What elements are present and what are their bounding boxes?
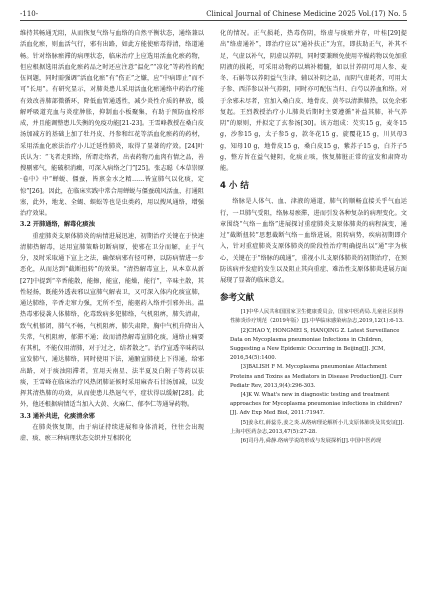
reference-item: [3]BALISH F M. Mycoplasma pneumoniae Attachment Proteins and Toxins as Mediators in Disease Production[J]. Curr Pediatr Rev, 2013,9(4):296-303. (230, 364, 403, 389)
subsection-heading-3-2: 3.2 开肺通络，解毒化痰浊 (20, 221, 95, 229)
reference-item: [1]中华人民共和国国家卫生健康委员会，国家中医药局.儿童社区获得性肺炎诊疗规范（2019年版）[J].中华临床感染病杂志,2019,12(1):6-13. (230, 309, 404, 325)
body-paragraph: 络脉是人体气、血、津液的通道，肺气的顺畅直接关乎气血运行，一旦肺气受阻，络脉易瘀滞，进而引发各种复杂的病理变化。文章围绕“气络－血络”进展探讨重症肺炎支原体肺炎的病程演变，通过“截断扭转”思想截断气络－血络进展，阻转病势，疾病初期即介入，针对重症肺炎支原体肺炎的阶段性治疗明确提出以“通”字为核心，关键在于“络脉的疏通”，重视小儿支原体肺炎的初期治疗，在预防该病并发症的发生以及阻止其向重症、难治性支原体肺炎进展方面展现了显著的临床意义。 (220, 198, 407, 284)
reference-item: [2]CHAO Y, HONGMEI S, HANQING Z. Latest Surveillance Data on Mycoplasma pneumoniae Infections in Children, Suggesting a New Epidemic Occurring in Beijing[J]. JCM, 2016,54(5):1400. (230, 327, 400, 362)
body-paragraph: 维持其畅通无阻，从而恢复气络与血络的自然平衡状态，通络兼以活血化瘀，则血活气行，邪有出路，如此方能使瘀毒得清，络道通畅。针对络脉瘀滞的病理状态，临床治疗上应选用活血化瘀药物，但应根据选用活血化瘀药品之时还应注意“温化”“凉化”等药性的配伍问题，同时需强调“活血化瘀”有“伤正”之嫌，应“中病即止”而不可“长用”。有研究显示，对肺炎患儿采用活血化瘀通络中药治疗能有效改善肺部微循环，降低血管通透性，减少炎性介质的释放，缓解呼吸道充血与炎症肿胀，抑制血小板聚集，有助于预防血栓形成，并且能调整患儿失衡的免疫功能[21-23]。王雪峰教授在桑白皮汤加减方的基础上加了牡丹皮、丹参和红花等活血化瘀药的药材，采用活血化瘀法治疗小儿迁延性肺炎，取得了显著的疗效。[24]叶氏认为：“飞者走阳络，所谓走络者，出表药物乃血肉有情之品，善搜剔邪气，能破积消癥，可深入病络之门”[25]。张志聪《本草崇原·卷中》中“蝉蜕、僵蚕，皆禀金水之精……皆宣肺气以化痰，定惊”[26]。因此，在临床实践中常合用蝉蜕与僵蚕疏风活血，打通阻塞，此外，地龙、全蝎、蜈蚣等也是虫类药，用以搜风通络，增强治疗效果。 (20, 30, 204, 217)
subsection-heading-3-3: 3.3 通补共进，化痰清余邪 (20, 412, 95, 420)
right-column (220, 28, 407, 597)
reference-list (220, 308, 407, 446)
reference-item: [6]司丹丹,舜静.络病学说的形成与发展探析[J].中国中医药现 (240, 438, 382, 445)
page-header (20, 8, 407, 21)
journal-title: Clinical Journal of Chinese Medicine 2025 Vol.(17) No. 5 (206, 10, 407, 18)
section-heading-summary: 4 小 结 (220, 181, 249, 192)
reference-item: [5]姜永红,薛蕊芬,姜之炎.从络病理论解析小儿支原体肺炎及其变证[J].上海中医药杂志,2013,47(5):27-28. (230, 419, 405, 435)
page-number: -110- (20, 10, 39, 18)
body-paragraph: 在肺炎恢复期，由于病证持续进展和身体消耗，往往会出现虚、痰、瘀三种病理状态交织并互相转化 (20, 423, 204, 442)
reference-item: [4]K W. What's new in diagnostic testing and treatment approaches for Mycoplasma pneumoniae infections in children?[J]. Adv Exp Med Biol, 2011:71947. (230, 392, 402, 417)
left-column (20, 28, 204, 597)
body-paragraph: 重症肺炎支原体肺炎的病情进展迅速，初期治疗关键在于快速清肺热解毒，运用宣肺策略切断病原，使邪在卫分而解，止于气分，及时采取通下宣上之法，确保病邪有径可释，以防病情进一步恶化，从而达到“截断扭转”的效果。“清热解毒宣上，从本草从新[27]中提到“辛香能散，能擦，能宣，能燥，能行”，辛味主散，其性轻扬，既能外透表邪以宣肺气解表卫，又可深入体内化痰宣肺，通达肺络，辛香走窜力强，无所不至，能驱药入络并引邪外出。温热毒邪侵袭人体肺络，化毒致病多犯肺络，气机阻痹，肺失清肃，致气机郁闭，肺气不畅，气机阻痹，肺失肃降，胸中气机升降出入失常，气机阻痹，郁滞不通；故而清热解毒宣肺化痰，通络止痛要有其机，不能仅用清肺，对于过之，结者散之”。治疗宣透辛味药以宣发肺气，通达肺络，同时使用下法，通腑宣肺使上下得通，给邪出路，对于痰浊阻滞者，宜用天南星、法半夏及白附子等药以祛痰，王雪峰在临床治疗风热闭肺证候时采用麻杏石甘汤加减，以发挥其清热肺的功效，从而使患儿热退气平，症状得以缓解[28]。此外，他还根据病情适当加入大黄、火麻仁、郁李仁等通导药物。 (20, 232, 204, 409)
body-paragraph: 化的情况。正气损耗，热毒伤阴，络虚与痰瘀并存，叶桂[29]提出“络虚通补”，即治疗应以“通补扶正”为宜，即扶助正气，补其不足，气虚以补气，阴虚以养阴，同时要兼顾免使用辛燥药物以免加重阴液的损耗，可采用动物药以填补精髓，如以甘养阴可用人参、麦冬、石斛等以养阴益气生津，辅以补阴之品，而阴气虚耗者，可用太子参、西洋参以补气养阴，同时亦可配伍当归、白芍以养血和络。对于余邪未尽者，宜加入桑白皮、地骨皮、黄芩以清泄肺热，以免余邪复起。王烈教授治疗小儿肺炎后期时主要遵循“补益其肺，补气养阴”的原则，并拟定了玄参汤[30]。该方组成：芡实15 g，麦冬15 g，沙参15 g，太子参5 g，款冬花15 g，旋覆花15 g，川贝母3 g，知母10 g，地骨皮15 g，桑白皮15 g，紫苏子15 g，白芥子5 g，整方旨在益气健阴，化痰止咳，恢复肺脏正常的宣发和肃降功能。 (220, 30, 407, 172)
references-heading: 参考文献 (220, 293, 255, 304)
